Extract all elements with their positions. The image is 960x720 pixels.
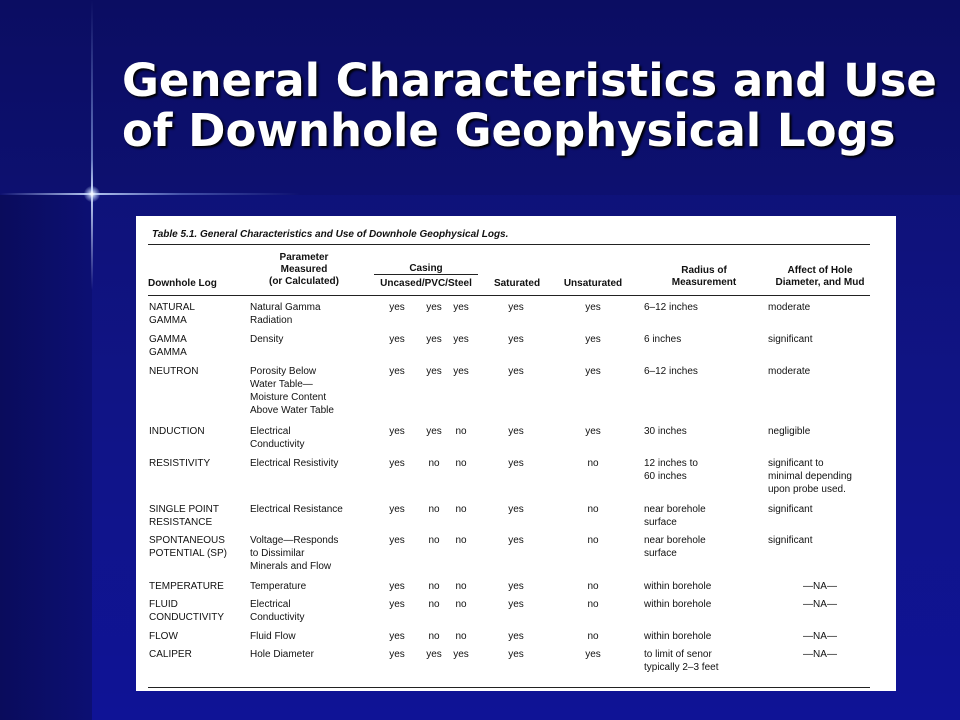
table-caption: Table 5.1. General Characteristics and Use of Downhole Geophysical Logs.	[152, 229, 509, 240]
cell-steel-line: no	[455, 599, 467, 610]
cell-unsaturated	[578, 333, 608, 346]
cell-affect	[770, 630, 870, 643]
cell-saturated-line: yes	[508, 366, 524, 377]
header-downhole-log: Downhole Log	[148, 278, 217, 289]
cell-parameter	[250, 534, 368, 573]
cell-saturated-line: yes	[508, 649, 524, 660]
cell-steel-line: no	[455, 426, 467, 437]
cell-unsaturated-line: no	[587, 631, 599, 642]
header-parameter-line-3: (or Calculated)	[268, 276, 339, 287]
cell-unsaturated-line: yes	[585, 302, 601, 313]
cell-radius-line: to limit of senor	[644, 649, 712, 660]
cell-radius-line: 6–12 inches	[644, 302, 698, 313]
cell-pvc	[419, 580, 449, 593]
cell-steel	[446, 503, 476, 516]
cell-downhole-log	[149, 425, 249, 438]
cell-steel	[446, 365, 476, 378]
cell-parameter-line: Above Water Table	[250, 405, 334, 416]
cell-saturated	[501, 503, 531, 516]
cell-saturated-line: yes	[508, 458, 524, 469]
cell-uncased-line: yes	[389, 599, 405, 610]
header-casing-types: Uncased/PVC/Steel	[380, 278, 472, 289]
cell-radius	[644, 457, 764, 483]
cell-saturated-line: yes	[508, 426, 524, 437]
cell-affect-line: moderate	[768, 302, 811, 313]
cell-uncased	[382, 534, 412, 547]
cell-parameter-line: Electrical	[250, 599, 291, 610]
cell-parameter-line: Radiation	[250, 315, 293, 326]
cell-pvc-line: yes	[426, 302, 442, 313]
cell-uncased-line: yes	[389, 649, 405, 660]
scanned-table-document	[136, 216, 896, 691]
header-affect-line-2: Diameter, and Mud	[775, 277, 865, 288]
cell-radius-line: within borehole	[644, 581, 712, 592]
cell-pvc-line: yes	[426, 426, 442, 437]
cell-parameter	[250, 648, 368, 661]
cell-parameter	[250, 333, 368, 346]
cell-radius	[644, 534, 764, 560]
cell-uncased	[382, 301, 412, 314]
cell-pvc	[419, 648, 449, 661]
cell-unsaturated-line: no	[587, 458, 599, 469]
cell-affect	[768, 503, 880, 516]
cell-downhole-log	[149, 457, 249, 470]
cell-unsaturated	[578, 301, 608, 314]
lens-flare-star-icon	[84, 186, 100, 202]
cell-affect-line: moderate	[768, 366, 811, 377]
header-affect	[764, 265, 876, 289]
cell-uncased	[382, 503, 412, 516]
cell-parameter	[250, 457, 368, 470]
cell-affect	[768, 365, 880, 378]
cell-pvc	[419, 503, 449, 516]
cell-uncased	[382, 648, 412, 661]
cell-uncased-line: yes	[389, 302, 405, 313]
cell-parameter-line: Electrical Resistance	[250, 504, 343, 515]
cell-affect-line: negligible	[768, 426, 811, 437]
cell-uncased-line: yes	[389, 334, 405, 345]
cell-uncased	[382, 630, 412, 643]
table-bottom-rule	[148, 687, 870, 688]
cell-downhole-log-line: GAMMA	[149, 334, 187, 345]
cell-affect	[768, 425, 880, 438]
cell-steel-line: yes	[453, 649, 469, 660]
cell-parameter	[250, 425, 368, 451]
cell-steel	[446, 598, 476, 611]
cell-affect-line: —NA—	[803, 631, 837, 642]
cell-unsaturated	[578, 580, 608, 593]
lens-flare-vertical	[91, 0, 93, 290]
cell-steel	[446, 648, 476, 661]
header-bottom-rule	[148, 295, 870, 296]
cell-parameter-line: Hole Diameter	[250, 649, 314, 660]
cell-downhole-log-line: POTENTIAL (SP)	[149, 548, 227, 559]
slide-left-band	[0, 195, 92, 720]
cell-downhole-log	[149, 365, 249, 378]
cell-unsaturated-line: yes	[585, 334, 601, 345]
cell-uncased	[382, 333, 412, 346]
cell-pvc-line: no	[428, 581, 440, 592]
cell-pvc	[419, 534, 449, 547]
cell-downhole-log	[149, 630, 249, 643]
cell-saturated	[501, 457, 531, 470]
cell-downhole-log-line: SINGLE POINT	[149, 504, 220, 515]
cell-radius	[644, 365, 764, 378]
cell-pvc-line: no	[428, 631, 440, 642]
cell-radius-line: 30 inches	[644, 426, 687, 437]
cell-downhole-log-line: RESISTANCE	[149, 517, 213, 528]
cell-radius-line: within borehole	[644, 631, 712, 642]
cell-saturated	[501, 365, 531, 378]
cell-unsaturated	[578, 365, 608, 378]
cell-pvc-line: yes	[426, 334, 442, 345]
cell-parameter	[250, 598, 368, 624]
cell-parameter-line: Temperature	[250, 581, 307, 592]
slide-title	[122, 56, 942, 156]
cell-unsaturated-line: no	[587, 581, 599, 592]
cell-unsaturated	[578, 457, 608, 470]
cell-downhole-log-line: GAMMA	[149, 315, 187, 326]
cell-parameter-line: Porosity Below	[250, 366, 317, 377]
cell-parameter-line: Electrical Resistivity	[250, 458, 339, 469]
cell-parameter-line: Conductivity	[250, 612, 305, 623]
cell-uncased	[382, 365, 412, 378]
cell-affect-line: significant	[768, 504, 813, 515]
cell-downhole-log-line: TEMPERATURE	[149, 581, 224, 592]
cell-parameter-line: Water Table—	[250, 379, 313, 390]
cell-unsaturated	[578, 425, 608, 438]
cell-unsaturated	[578, 648, 608, 661]
cell-downhole-log	[149, 648, 249, 661]
header-parameter-line-1: Parameter	[279, 252, 329, 263]
cell-radius	[644, 333, 764, 346]
cell-uncased-line: yes	[389, 504, 405, 515]
cell-downhole-log	[149, 301, 249, 327]
cell-parameter-line: Conductivity	[250, 439, 305, 450]
cell-steel	[446, 534, 476, 547]
cell-parameter-line: Natural Gamma	[250, 302, 321, 313]
cell-downhole-log-line: SPONTANEOUS	[149, 535, 225, 546]
cell-radius	[644, 503, 764, 529]
cell-radius-line: 6–12 inches	[644, 366, 698, 377]
cell-downhole-log-line: NATURAL	[149, 302, 195, 313]
cell-saturated	[501, 301, 531, 314]
cell-steel	[446, 580, 476, 593]
cell-downhole-log	[149, 503, 249, 529]
cell-steel-line: no	[455, 631, 467, 642]
cell-steel-line: yes	[453, 366, 469, 377]
cell-parameter	[250, 365, 368, 417]
cell-pvc	[419, 598, 449, 611]
cell-downhole-log	[149, 580, 249, 593]
cell-radius-line: 12 inches to	[644, 458, 698, 469]
cell-radius	[644, 580, 764, 593]
cell-radius-line: 60 inches	[644, 471, 687, 482]
cell-saturated-line: yes	[508, 535, 524, 546]
cell-affect-line: upon probe used.	[768, 484, 846, 495]
cell-radius-line: surface	[644, 517, 677, 528]
cell-parameter-line: Fluid Flow	[250, 631, 296, 642]
cell-affect-line: significant to	[768, 458, 824, 469]
cell-parameter-line: Voltage—Responds	[250, 535, 339, 546]
slide-title-line-1: General Characteristics and Use	[122, 54, 937, 107]
cell-radius	[644, 425, 764, 438]
cell-affect	[768, 534, 880, 547]
header-unsaturated: Unsaturated	[563, 278, 623, 289]
cell-parameter	[250, 580, 368, 593]
cell-pvc-line: no	[428, 458, 440, 469]
cell-radius	[644, 598, 764, 611]
cell-unsaturated	[578, 598, 608, 611]
cell-unsaturated	[578, 630, 608, 643]
cell-saturated-line: yes	[508, 302, 524, 313]
cell-pvc	[419, 301, 449, 314]
cell-radius	[644, 648, 764, 674]
cell-parameter	[250, 630, 368, 643]
cell-unsaturated	[578, 534, 608, 547]
header-parameter-line-2: Measured	[280, 264, 328, 275]
cell-radius-line: 6 inches	[644, 334, 682, 345]
cell-unsaturated-line: yes	[585, 649, 601, 660]
cell-parameter	[250, 301, 368, 327]
cell-downhole-log	[149, 534, 249, 560]
lens-flare-horizontal	[0, 193, 300, 195]
cell-unsaturated-line: yes	[585, 366, 601, 377]
cell-steel-line: yes	[453, 302, 469, 313]
cell-saturated	[501, 580, 531, 593]
cell-uncased-line: yes	[389, 366, 405, 377]
cell-affect-line: —NA—	[803, 649, 837, 660]
cell-steel-line: no	[455, 535, 467, 546]
cell-uncased-line: yes	[389, 631, 405, 642]
cell-unsaturated-line: no	[587, 599, 599, 610]
cell-parameter-line: Moisture Content	[250, 392, 327, 403]
cell-downhole-log-line: RESISTIVITY	[149, 458, 211, 469]
cell-unsaturated-line: no	[587, 535, 599, 546]
cell-saturated-line: yes	[508, 599, 524, 610]
casing-header-rule	[374, 274, 478, 275]
cell-downhole-log-line: INDUCTION	[149, 426, 205, 437]
cell-uncased	[382, 425, 412, 438]
cell-uncased	[382, 457, 412, 470]
cell-downhole-log-line: FLUID	[149, 599, 178, 610]
cell-radius-line: near borehole	[644, 535, 706, 546]
cell-affect-line: —NA—	[803, 581, 837, 592]
cell-saturated	[501, 534, 531, 547]
header-affect-line-1: Affect of Hole	[787, 265, 853, 276]
cell-uncased	[382, 598, 412, 611]
cell-pvc-line: no	[428, 504, 440, 515]
cell-radius-line: near borehole	[644, 504, 706, 515]
header-casing: Casing	[409, 263, 443, 274]
cell-pvc	[419, 425, 449, 438]
cell-unsaturated-line: no	[587, 504, 599, 515]
cell-affect	[770, 648, 870, 661]
cell-parameter-line: Electrical	[250, 426, 291, 437]
cell-parameter-line: to Dissimilar	[250, 548, 305, 559]
cell-steel	[446, 457, 476, 470]
header-parameter-measured	[244, 252, 364, 288]
cell-parameter	[250, 503, 368, 516]
header-saturated: Saturated	[493, 278, 541, 289]
cell-saturated	[501, 630, 531, 643]
header-radius-line-1: Radius of	[681, 265, 727, 276]
cell-steel	[446, 630, 476, 643]
cell-downhole-log-line: NEUTRON	[149, 366, 199, 377]
cell-parameter-line: Minerals and Flow	[250, 561, 332, 572]
cell-saturated-line: yes	[508, 631, 524, 642]
cell-unsaturated	[578, 503, 608, 516]
header-radius-line-2: Measurement	[671, 277, 737, 288]
cell-radius-line: surface	[644, 548, 677, 559]
cell-affect	[770, 580, 870, 593]
header-radius	[644, 265, 764, 289]
cell-uncased-line: yes	[389, 426, 405, 437]
cell-saturated-line: yes	[508, 504, 524, 515]
cell-steel-line: no	[455, 581, 467, 592]
cell-radius	[644, 630, 764, 643]
cell-parameter-line: Density	[250, 334, 284, 345]
cell-uncased-line: yes	[389, 458, 405, 469]
cell-steel-line: no	[455, 504, 467, 515]
cell-steel-line: yes	[453, 334, 469, 345]
cell-affect	[768, 457, 880, 496]
cell-affect	[770, 598, 870, 611]
cell-downhole-log	[149, 598, 249, 624]
cell-saturated	[501, 648, 531, 661]
cell-downhole-log	[149, 333, 249, 359]
cell-downhole-log-line: CONDUCTIVITY	[149, 612, 224, 623]
cell-pvc	[419, 630, 449, 643]
cell-pvc-line: no	[428, 535, 440, 546]
cell-affect-line: significant	[768, 334, 813, 345]
cell-downhole-log-line: FLOW	[149, 631, 178, 642]
cell-steel	[446, 333, 476, 346]
cell-affect-line: minimal depending	[768, 471, 852, 482]
cell-affect	[768, 301, 880, 314]
slide-title-line-2: of Downhole Geophysical Logs	[122, 104, 896, 157]
cell-affect-line: —NA—	[803, 599, 837, 610]
cell-pvc	[419, 457, 449, 470]
cell-radius-line: typically 2–3 feet	[644, 662, 719, 673]
cell-pvc	[419, 333, 449, 346]
cell-pvc-line: no	[428, 599, 440, 610]
cell-steel	[446, 425, 476, 438]
cell-pvc	[419, 365, 449, 378]
cell-affect-line: significant	[768, 535, 813, 546]
cell-saturated-line: yes	[508, 334, 524, 345]
cell-affect	[768, 333, 880, 346]
cell-uncased	[382, 580, 412, 593]
cell-steel	[446, 301, 476, 314]
cell-pvc-line: yes	[426, 649, 442, 660]
cell-saturated-line: yes	[508, 581, 524, 592]
cell-uncased-line: yes	[389, 581, 405, 592]
cell-saturated	[501, 598, 531, 611]
cell-saturated	[501, 333, 531, 346]
cell-downhole-log-line: CALIPER	[149, 649, 192, 660]
cell-steel-line: no	[455, 458, 467, 469]
cell-uncased-line: yes	[389, 535, 405, 546]
cell-radius-line: within borehole	[644, 599, 712, 610]
cell-radius	[644, 301, 764, 314]
table-top-rule	[148, 244, 870, 245]
cell-pvc-line: yes	[426, 366, 442, 377]
cell-unsaturated-line: yes	[585, 426, 601, 437]
cell-downhole-log-line: GAMMA	[149, 347, 187, 358]
cell-saturated	[501, 425, 531, 438]
